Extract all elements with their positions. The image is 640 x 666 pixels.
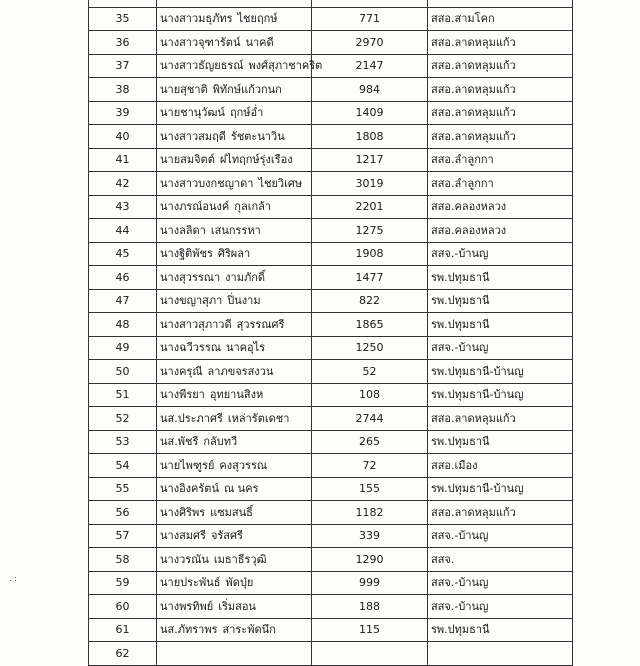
- name-cell: [157, 78, 312, 102]
- name-cell: [157, 125, 312, 149]
- name-cell: [157, 219, 312, 243]
- first-name: นางสาวธัญยธรณ์: [160, 59, 244, 73]
- row-number: 62: [89, 642, 157, 666]
- id-number: 52: [312, 360, 428, 384]
- id-number: 339: [312, 524, 428, 548]
- name-cell: [157, 501, 312, 525]
- table-row: [89, 524, 573, 548]
- table-row: [89, 501, 573, 525]
- office-unit: สสอ.ลาดหลุมแก้ว: [428, 31, 573, 55]
- id-number: 771: [312, 7, 428, 31]
- last-name: ปิ่นงาม: [227, 294, 261, 308]
- table-row: [89, 477, 573, 501]
- last-name: พัดปุ่ย: [225, 576, 254, 590]
- last-name: เหล่ารัตเดชา: [227, 411, 290, 425]
- id-number: 108: [312, 383, 428, 407]
- id-number: 3019: [312, 172, 428, 196]
- id-number: 1182: [312, 501, 428, 525]
- table-row: [89, 242, 573, 266]
- first-name: นส.ภัทราพร: [160, 623, 218, 637]
- row-number: 50: [89, 360, 157, 384]
- first-name: นายสุชาติ: [160, 82, 208, 96]
- name-cell: [157, 430, 312, 454]
- first-name: นายสมจิตต์: [160, 153, 215, 167]
- first-name: นางขญาสุภา: [160, 294, 223, 308]
- id-number: 155: [312, 477, 428, 501]
- office-unit: [428, 642, 573, 666]
- office-unit: สสอ.เมือง: [428, 454, 573, 478]
- last-name: เริ่มสอน: [218, 599, 256, 613]
- name-cell: [157, 172, 312, 196]
- name-cell: [157, 195, 312, 219]
- name-cell: [157, 477, 312, 501]
- name-cell: [157, 454, 312, 478]
- id-number: 1250: [312, 336, 428, 360]
- table-row: [89, 219, 573, 243]
- row-number: 42: [89, 172, 157, 196]
- table-row: [89, 595, 573, 619]
- first-name: นายไพฑูรย์: [160, 458, 215, 472]
- first-name: นางสาวสมฤดี: [160, 129, 226, 143]
- table-row: [89, 266, 573, 290]
- office-unit: สสจ.-บ้านญ: [428, 242, 573, 266]
- row-number: 43: [89, 195, 157, 219]
- id-number: 72: [312, 454, 428, 478]
- office-unit: สสอ.ลาดหลุมแก้ว: [428, 101, 573, 125]
- row-number: 54: [89, 454, 157, 478]
- last-name: รัชตะนาวิน: [230, 129, 285, 143]
- name-cell: [157, 148, 312, 172]
- name-cell: [157, 313, 312, 337]
- table-row: [89, 54, 573, 78]
- first-name: นางลลิดา: [160, 223, 206, 237]
- last-name: ลาภขจรสงวน: [207, 364, 274, 378]
- office-unit: สสอ.ลำลูกกา: [428, 172, 573, 196]
- office-unit: สสอ.ลาดหลุมแก้ว: [428, 54, 573, 78]
- table-row: [89, 78, 573, 102]
- table-row: [89, 101, 573, 125]
- id-number: 1865: [312, 313, 428, 337]
- name-cell: [157, 336, 312, 360]
- table-row: [89, 430, 573, 454]
- last-name: ศิริผลา: [217, 247, 251, 261]
- office-unit: รพ.ปทุมธานี-บ้านญ: [428, 360, 573, 384]
- first-name: นางฉวีวรรณ: [160, 341, 221, 355]
- id-number: 1217: [312, 148, 428, 172]
- row-number: 48: [89, 313, 157, 337]
- table-row: [89, 548, 573, 572]
- table-row: [89, 571, 573, 595]
- staff-table: [88, 0, 573, 666]
- first-name: นางวรณัน: [160, 552, 209, 566]
- office-unit: รพ.ปทุมธานี: [428, 313, 573, 337]
- first-name: นางครุณี: [160, 364, 203, 378]
- name-cell: [157, 595, 312, 619]
- row-number: 47: [89, 289, 157, 313]
- office-unit: สสจ.-บ้านญ: [428, 524, 573, 548]
- last-name: กลับทวี: [203, 435, 238, 449]
- row-number: 44: [89, 219, 157, 243]
- id-number: 984: [312, 78, 428, 102]
- id-number: 2201: [312, 195, 428, 219]
- id-number: 115: [312, 618, 428, 642]
- row-number: 35: [89, 7, 157, 31]
- table-row: [89, 31, 573, 55]
- table-row: [89, 125, 573, 149]
- office-unit: สสจ.-บ้านญ: [428, 336, 573, 360]
- first-name: นางสาวสุภาวดี: [160, 317, 232, 331]
- last-name: ณ นคร: [223, 482, 259, 496]
- name-cell: [157, 642, 312, 666]
- office-unit: รพ.ปทุมธานี: [428, 618, 573, 642]
- table-row: [89, 172, 573, 196]
- first-name: นส.ประภาศรี: [160, 411, 223, 425]
- last-name: กุลเกล้า: [234, 200, 272, 214]
- row-number: [89, 0, 157, 7]
- table-row: [89, 407, 573, 431]
- row-number: 61: [89, 618, 157, 642]
- last-name: ไชยวิเศษ: [258, 176, 303, 190]
- id-number: [312, 0, 428, 7]
- name-cell: [157, 360, 312, 384]
- first-name: นางสุวรรณา: [160, 270, 221, 284]
- table-row: [89, 7, 573, 31]
- row-number: 57: [89, 524, 157, 548]
- row-number: 55: [89, 477, 157, 501]
- id-number: 822: [312, 289, 428, 313]
- table-row: [89, 618, 573, 642]
- first-name: นางอิงครัตน์: [160, 482, 219, 496]
- last-name: คงสุวรรณ: [219, 458, 268, 472]
- id-number: 1290: [312, 548, 428, 572]
- first-name: นางพีรยา: [160, 388, 205, 402]
- row-number: 49: [89, 336, 157, 360]
- office-unit: [428, 0, 573, 7]
- last-name: อุทยานสิงห: [209, 388, 264, 402]
- office-unit: สสอ.ลาดหลุมแก้ว: [428, 407, 573, 431]
- first-name: นส.พัชรี: [160, 435, 199, 449]
- row-number: 51: [89, 383, 157, 407]
- last-name: ฤกษ์อ่ำ: [229, 106, 264, 120]
- row-number: 36: [89, 31, 157, 55]
- last-name: แซมสนธิ์: [210, 505, 253, 519]
- table-row: [89, 454, 573, 478]
- id-number: 265: [312, 430, 428, 454]
- last-name: เสนกรรหา: [210, 223, 261, 237]
- table-row: [89, 336, 573, 360]
- id-number: 999: [312, 571, 428, 595]
- table-row: [89, 313, 573, 337]
- last-name: พงศ์สุภาชาคริต: [248, 59, 323, 73]
- name-cell: [157, 0, 312, 7]
- first-name: นางศิริพร: [160, 505, 206, 519]
- name-cell: [157, 101, 312, 125]
- last-name: ฝไทฤกษ์รุ่งเรือง: [219, 153, 293, 167]
- name-cell: [157, 266, 312, 290]
- row-number: 56: [89, 501, 157, 525]
- first-name: นายชานุวัฒน์: [160, 106, 225, 120]
- row-number: 60: [89, 595, 157, 619]
- name-cell: [157, 524, 312, 548]
- last-name: นาคอุไร: [225, 341, 266, 355]
- table-row: [89, 195, 573, 219]
- id-number: 2744: [312, 407, 428, 431]
- table-row: [89, 0, 573, 7]
- id-number: 1908: [312, 242, 428, 266]
- id-number: 1808: [312, 125, 428, 149]
- name-cell: [157, 31, 312, 55]
- table-row: [89, 289, 573, 313]
- first-name: นางสาวจุฑารัตน์: [160, 35, 241, 49]
- row-number: 58: [89, 548, 157, 572]
- id-number: 1409: [312, 101, 428, 125]
- last-name: งามภักดิ์: [225, 270, 266, 284]
- row-number: 41: [89, 148, 157, 172]
- first-name: นางสมศรี: [160, 529, 206, 543]
- office-unit: รพ.ปทุมธานี: [428, 430, 573, 454]
- id-number: 1477: [312, 266, 428, 290]
- row-number: 45: [89, 242, 157, 266]
- office-unit: สสจ.-บ้านญ: [428, 571, 573, 595]
- stray-mark: . :: [9, 574, 17, 583]
- first-name: นางภรณ์อนงค์: [160, 200, 230, 214]
- name-cell: [157, 242, 312, 266]
- office-unit: รพ.ปทุมธานี: [428, 289, 573, 313]
- office-unit: รพ.ปทุมธานี: [428, 266, 573, 290]
- row-number: 52: [89, 407, 157, 431]
- last-name: สุวรรณศรี: [236, 317, 285, 331]
- table-row: [89, 148, 573, 172]
- table-row: [89, 383, 573, 407]
- row-number: 39: [89, 101, 157, 125]
- staff-table-body: [89, 0, 573, 665]
- name-cell: [157, 54, 323, 78]
- office-unit: สสอ.สามโคก: [428, 7, 573, 31]
- office-unit: รพ.ปทุมธานี-บ้านญ: [428, 383, 573, 407]
- row-number: 46: [89, 266, 157, 290]
- name-cell: [157, 407, 312, 431]
- row-number: 59: [89, 571, 157, 595]
- first-name: นางสาวบงกชญาดา: [160, 176, 254, 190]
- office-unit: รพ.ปทุมธานี-บ้านญ: [428, 477, 573, 501]
- office-unit: สสอ.คลองหลวง: [428, 219, 573, 243]
- id-number: 1275: [312, 219, 428, 243]
- last-name: จรัสศรี: [210, 529, 243, 543]
- last-name: สาระพัดนึก: [222, 623, 276, 637]
- name-cell: [157, 289, 312, 313]
- office-unit: สสจ.: [428, 548, 573, 572]
- first-name: นายประพันธ์: [160, 576, 221, 590]
- table-row: [89, 360, 573, 384]
- id-number: 2970: [312, 31, 428, 55]
- name-cell: [157, 383, 312, 407]
- id-number: [312, 642, 428, 666]
- last-name: ไชยฤกษ์: [237, 12, 278, 26]
- name-cell: [157, 571, 312, 595]
- office-unit: สสอ.คลองหลวง: [428, 195, 573, 219]
- last-name: เมธาธีรวุฒิ: [213, 552, 267, 566]
- row-number: 53: [89, 430, 157, 454]
- office-unit: สสอ.ลาดหลุมแก้ว: [428, 78, 573, 102]
- first-name: นางฐิติพัชร: [160, 247, 213, 261]
- last-name: พิทักษ์แก้วกนก: [212, 82, 282, 96]
- office-unit: สสอ.ลาดหลุมแก้ว: [428, 501, 573, 525]
- first-name: นางสาวมธุภัทร: [160, 12, 233, 26]
- id-number: 2147: [312, 54, 428, 78]
- office-unit: สสอ.ลาดหลุมแก้ว: [428, 125, 573, 149]
- last-name: นาคดี: [245, 35, 274, 49]
- row-number: 37: [89, 54, 157, 78]
- id-number: 188: [312, 595, 428, 619]
- row-number: 40: [89, 125, 157, 149]
- name-cell: [157, 618, 312, 642]
- name-cell: [157, 7, 312, 31]
- row-number: 38: [89, 78, 157, 102]
- office-unit: สสอ.ลำลูกกา: [428, 148, 573, 172]
- table-row: [89, 642, 573, 666]
- office-unit: สสจ.-บ้านญ: [428, 595, 573, 619]
- name-cell: [157, 548, 312, 572]
- first-name: นางพรทิพย์: [160, 599, 214, 613]
